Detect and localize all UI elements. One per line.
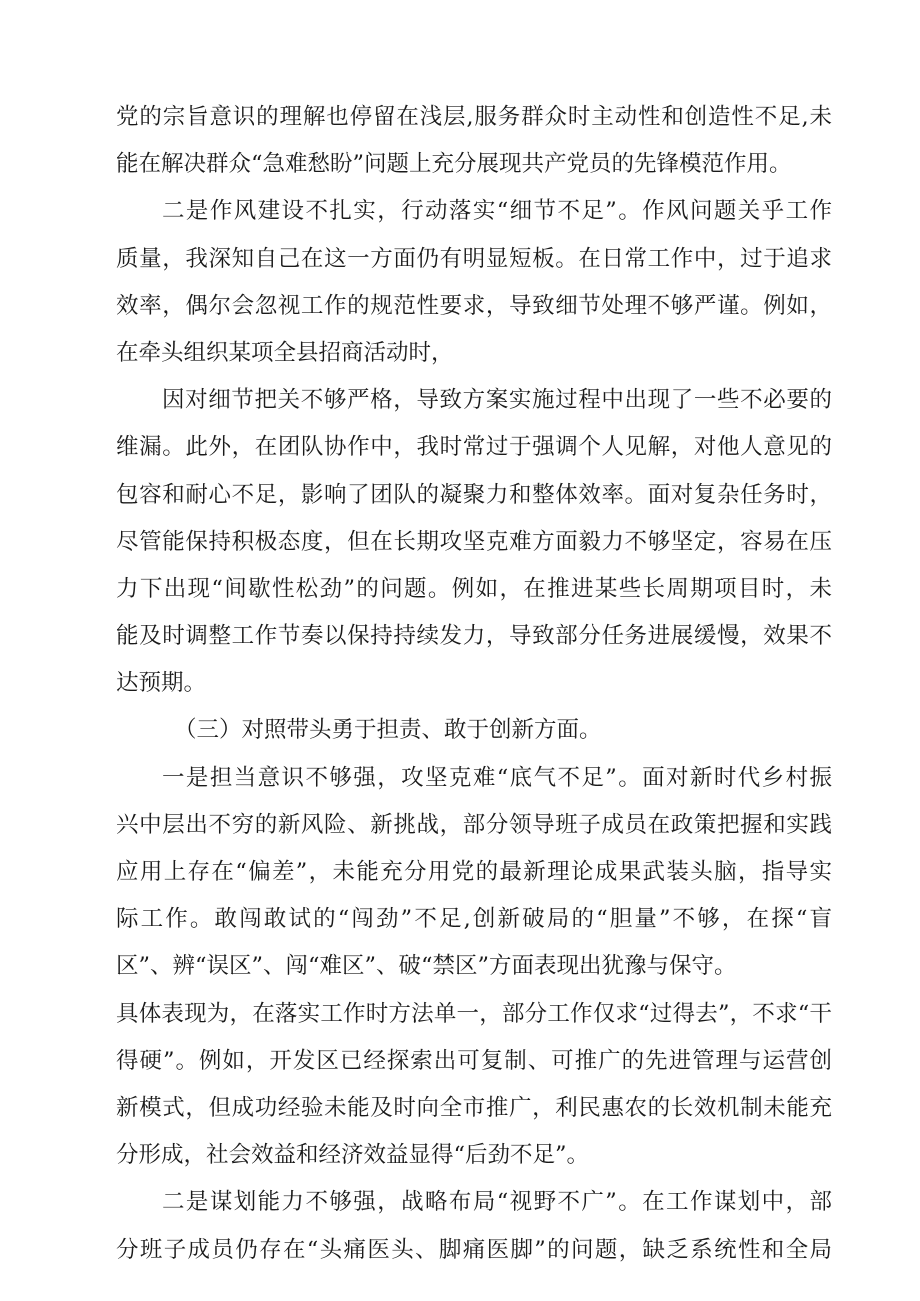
text-line: 力下出现“间歇性松劲”的问题。例如，在推进某些长周期项目时，未 xyxy=(116,575,832,602)
text-line: 区”、辨“误区”、闯“难区”、破“禁区”方面表现出犹豫与保守。 xyxy=(116,953,737,980)
document-page xyxy=(116,94,832,1274)
text-line: 得硬”。例如，开发区已经探索出可复制、可推广的先进管理与运营创 xyxy=(116,1047,832,1074)
text-line: 能及时调整工作节奏以保持持续发力，导致部分任务进展缓慢，效果不 xyxy=(116,623,832,650)
text-line: 包容和耐心不足，影响了团队的凝聚力和整体效率。面对复杂任务时， xyxy=(116,481,832,508)
text-line: 尽管能保持积极态度，但在长期攻坚克难方面毅力不够坚定，容易在压 xyxy=(116,528,832,555)
text-line: 分形成，社会效益和经济效益显得“后劲不足”。 xyxy=(116,1142,590,1169)
paragraph-first-line: 一是担当意识不够强，攻坚克难“底气不足”。面对新时代乡村振 xyxy=(162,764,832,791)
text-line: 能在解决群众“急难愁盼”问题上充分展现共产党员的先锋模范作用。 xyxy=(116,151,792,178)
paragraph-first-line: 二是谋划能力不够强，战略布局“视野不广”。在工作谋划中，部 xyxy=(162,1189,832,1216)
text-line: 际工作。敢闯敢试的“闯劲”不足,创新破局的“胆量”不够，在探“盲 xyxy=(116,906,832,933)
text-line: 党的宗旨意识的理解也停留在浅层,服务群众时主动性和创造性不足,未 xyxy=(116,104,832,130)
text-line: 具体表现为，在落实工作时方法单一，部分工作仅求“过得去”，不求“干 xyxy=(116,1000,832,1027)
text-line: 质量，我深知自己在这一方面仍有明显短板。在日常工作中，过于追求 xyxy=(116,245,832,272)
text-line: 应用上存在“偏差”，未能充分用党的最新理论成果武装头脑，指导实 xyxy=(116,859,832,885)
paragraph-first-line: 二是作风建设不扎实，行动落实“细节不足”。作风问题关乎工作 xyxy=(162,198,832,225)
text-line: 效率，偶尔会忽视工作的规范性要求，导致细节处理不够严谨。例如， xyxy=(116,292,832,319)
text-line: 分班子成员仍存在“头痛医头、脚痛医脚”的问题，缺乏系统性和全局 xyxy=(116,1236,832,1263)
section-heading: （三）对照带头勇于担责、敢于创新方面。 xyxy=(174,717,602,744)
text-line: 兴中层出不穷的新风险、新挑战，部分领导班子成员在政策把握和实践 xyxy=(116,811,832,838)
text-line: 在牵头组织某项全县招商活动时， xyxy=(116,339,454,366)
text-line: 达预期。 xyxy=(116,670,207,697)
paragraph-first-line: 因对细节把关不够严格，导致方案实施过程中出现了一些不必要的 xyxy=(162,387,832,414)
text-line: 新模式，但成功经验未能及时向全市推广，利民惠农的长效机制未能充 xyxy=(116,1094,832,1121)
text-line: 维漏。此外，在团队协作中，我时常过于强调个人见解，对他人意见的 xyxy=(116,434,832,461)
